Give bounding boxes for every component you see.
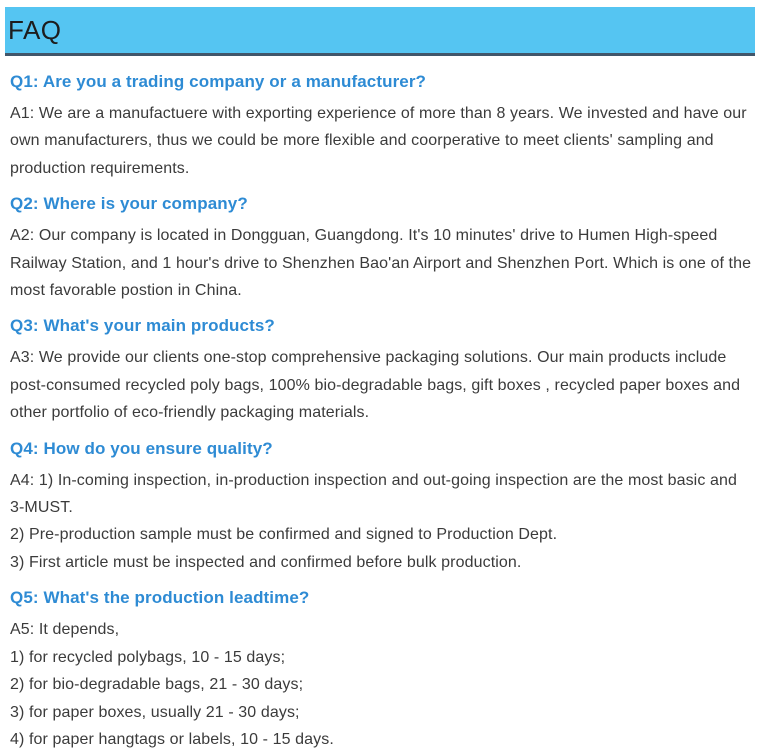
faq-answer-line: A3: We provide our clients one-stop comprehensive packaging solutions. Our main products include post-consumed recycled poly bags, 100% bio-degradable bags, gift boxes , recycled paper boxes and other portfolio of eco-friendly packaging materials. [10,349,741,422]
faq-section-q2 [10,194,755,304]
faq-page-title: FAQ [8,14,62,45]
faq-answer-line: 3) for paper boxes, usually 21 - 30 days; [10,703,300,721]
faq-answer-line: A2: Our company is located in Dongguan, Guangdong. It's 10 minutes' drive to Humen High-speed Railway Station, and 1 hour's drive to Shenzhen Bao'an Airport and Shenzhen Port. Which is one of the most favorable postion in China. [10,227,752,300]
faq-answer-line: A4: 1) In-coming inspection, in-production inspection and out-going inspection are the most basic and 3-MUST. [10,471,737,517]
faq-section-q4 [10,439,755,577]
faq-section-q5 [10,588,755,753]
faq-answer-line: 4) for paper hangtags or labels, 10 - 15 days. [10,730,334,748]
faq-header-bar [5,7,755,56]
faq-question: Q5: What's the production leadtime? [10,588,310,608]
faq-answer-line: A1: We are a manufactuere with exporting experience of more than 8 years. We invested and have our own manufacturers, thus we could be more flexible and coorperative to meet clients' sampling and production requirements. [10,105,747,177]
faq-answer-line: A5: It depends, [10,621,120,639]
faq-question: Q1: Are you a trading company or a manufacturer? [10,72,427,91]
faq-section-q3 [10,316,755,426]
faq-answer-line: 1) for recycled polybags, 10 - 15 days; [10,648,286,666]
faq-question: Q2: Where is your company? [10,194,248,214]
faq-answer-line: 3) First article must be inspected and confirmed before bulk production. [10,553,522,571]
faq-answer-line: 2) Pre-production sample must be confirmed and signed to Production Dept. [10,526,558,544]
faq-content [0,56,765,753]
faq-answer-line: 2) for bio-degradable bags, 21 - 30 days; [10,676,304,694]
faq-question: Q3: What's your main products? [10,316,275,336]
faq-question: Q4: How do you ensure quality? [10,438,273,458]
faq-section-q1 [10,72,755,182]
